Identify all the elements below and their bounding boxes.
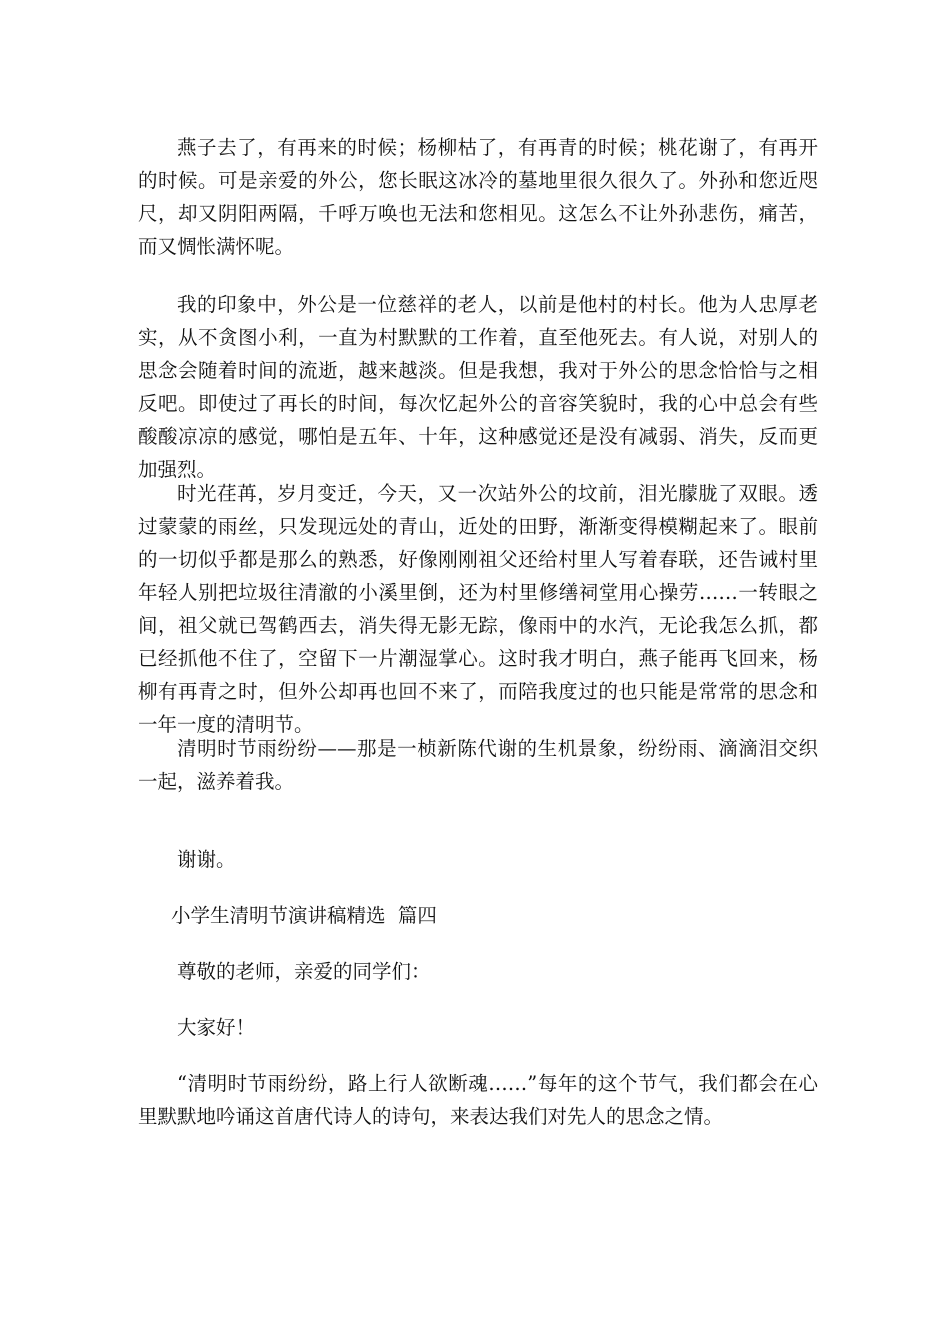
speech-opening: “清明时节雨纷纷，路上行人欲断魂……”每年的这个节气，我们都会在心里默默地吟诵这首唐代诗人的诗句，来表达我们对先人的思念之情。 (138, 1072, 818, 1128)
paragraph-qingming-rain: 清明时节雨纷纷——那是一桢新陈代谢的生机景象，纷纷雨、滴滴泪交织一起，滋养着我。 (138, 737, 818, 793)
speech-greeting: 大家好！ (177, 1016, 256, 1039)
section-heading: 小学生清明节演讲稿精选 篇四 (171, 904, 437, 927)
paragraph-swallows: 燕子去了，有再来的时候；杨柳枯了，有再青的时候；桃花谢了，有再开的时候。可是亲爱的外公，您长眠这冰冷的墓地里很久很久了。外孙和您近咫尺，却又阴阳两隔，千呼万唤也无法和您相见。这怎么不让外孙悲伤，痛苦，而又惆怅满怀呢。 (138, 136, 818, 258)
paragraph-thanks: 谢谢。 (177, 848, 236, 871)
speech-salutation: 尊敬的老师，亲爱的同学们： (177, 960, 431, 983)
paragraph-grandfather-memory: 我的印象中，外公是一位慈祥的老人，以前是他村的村长。他为人忠厚老实，从不贪图小利，一直为村默默的工作着，直至他死去。有人说，对别人的思念会随着时间的流逝，越来越淡。但是我想，我对于外公的思念恰恰与之相反吧。即使过了再长的时间，每次忆起外公的音容笑貌时，我的心中总会有些酸酸凉凉的感觉，哪怕是五年、十年，这种感觉还是没有减弱、消失，反而更加强烈。 (138, 293, 818, 481)
paragraph-grave-visit: 时光荏苒，岁月变迁，今天，又一次站外公的坟前，泪光朦胧了双眼。透过蒙蒙的雨丝，只发现远处的青山，近处的田野，渐渐变得模糊起来了。眼前的一切似乎都是那么的熟悉，好像刚刚祖父还给村里人写着春联，还告诫村里年轻人别把垃圾往清澈的小溪里倒，还为村里修缮祠堂用心操劳……一转眼之间，祖父就已驾鹤西去，消失得无影无踪，像雨中的水汽，无论我怎么抓，都已经抓他不住了，空留下一片潮湿掌心。这时我才明白，燕子能再飞回来，杨柳有再青之时，但外公却再也回不来了，而陪我度过的也只能是常常的思念和一年一度的清明节。 (138, 482, 818, 736)
